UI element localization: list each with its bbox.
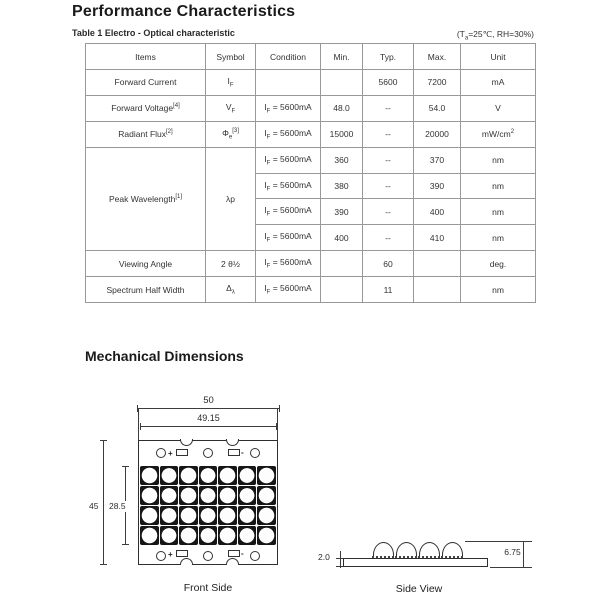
performance-heading: Performance Characteristics <box>72 3 296 20</box>
dim-line-45 <box>103 440 104 565</box>
edge-notch-bottom-left <box>180 558 193 565</box>
table-cell: Forward Current <box>86 70 206 96</box>
pcb-side-profile <box>343 558 488 567</box>
led-lens <box>160 506 179 525</box>
dome-outline <box>442 542 463 556</box>
table-cell: 2 θ½ <box>206 251 256 277</box>
table-cell: 5600 <box>363 70 414 96</box>
led-lens <box>199 466 218 485</box>
led-lens <box>179 526 198 545</box>
table-cell: 20000 <box>414 121 461 147</box>
led-lens <box>179 506 198 525</box>
table-cell: $I_F = 5600mA$ <box>256 225 321 251</box>
solder-pad <box>176 449 188 456</box>
column-header: Items <box>86 44 206 70</box>
table-cell <box>414 251 461 277</box>
front-side-label: Front Side <box>183 582 233 594</box>
table-cell: $I_F = 5600mA$ <box>256 199 321 225</box>
note-suffix: =25℃, RH=30%) <box>468 29 534 39</box>
led-lens <box>140 486 159 505</box>
table-row <box>86 70 536 96</box>
table-cell: $\Delta_\lambda$ <box>206 277 256 303</box>
column-header: Condition <box>256 44 321 70</box>
table-cell: 410 <box>414 225 461 251</box>
table-row <box>86 251 536 277</box>
column-header: Unit <box>461 44 536 70</box>
table-caption: Table 1 Electro - Optical characteristic <box>72 28 235 38</box>
column-header: Typ. <box>363 44 414 70</box>
conditions-note <box>457 29 534 42</box>
table-cell <box>321 70 363 96</box>
solder-pad <box>176 550 188 557</box>
table-cell: $mW/cm^2$ <box>461 121 536 147</box>
led-lens <box>179 486 198 505</box>
table-cell: nm <box>461 225 536 251</box>
edge-notch-bottom-right <box>226 558 239 565</box>
dim-line-6-75-top <box>465 541 532 542</box>
table-cell: λp <box>206 147 256 251</box>
led-lens <box>140 526 159 545</box>
table-cell: 380 <box>321 173 363 199</box>
led-lens <box>238 506 257 525</box>
table-cell: 7200 <box>414 70 461 96</box>
dim-line-6-75 <box>523 541 524 568</box>
dome-base <box>418 556 441 558</box>
table-cell: 400 <box>321 225 363 251</box>
led-lens <box>140 506 159 525</box>
lens-dome <box>418 542 441 558</box>
column-header: Max. <box>414 44 461 70</box>
table-cell: nm <box>461 173 536 199</box>
led-lens <box>238 486 257 505</box>
polarity-minus-label: - <box>241 448 244 457</box>
table-cell: $I_F = 5600mA$ <box>256 251 321 277</box>
electro-optical-table <box>85 43 536 303</box>
note-subscript: a <box>464 35 469 42</box>
lens-dome <box>395 542 418 558</box>
lens-dome <box>441 542 464 558</box>
table-cell: 390 <box>321 199 363 225</box>
note-prefix: (T <box>456 29 465 39</box>
led-lens <box>257 486 276 505</box>
table-cell: $V_F$ <box>206 95 256 121</box>
table-cell: Peak Wavelength[1] <box>86 147 206 251</box>
table-cell: $I_F = 5600mA$ <box>256 121 321 147</box>
table-cell <box>321 251 363 277</box>
led-lens <box>199 526 218 545</box>
led-lens <box>199 486 218 505</box>
dome-base <box>441 556 464 558</box>
table-cell: nm <box>461 199 536 225</box>
table-cell <box>321 277 363 303</box>
table-cell: Viewing Angle <box>86 251 206 277</box>
mounting-hole <box>156 448 166 458</box>
mounting-hole <box>156 551 166 561</box>
solder-pad <box>228 550 240 557</box>
led-lens <box>257 506 276 525</box>
table-cell: -- <box>363 225 414 251</box>
table-cell: deg. <box>461 251 536 277</box>
led-lens <box>218 526 237 545</box>
led-array <box>140 466 276 545</box>
led-lens <box>179 466 198 485</box>
led-lens <box>160 486 179 505</box>
mounting-hole <box>203 551 213 561</box>
table-cell: Forward Voltage[4] <box>86 95 206 121</box>
dome-outline <box>396 542 417 556</box>
polarity-plus-label: + <box>168 550 173 559</box>
dim-line-49-15 <box>140 426 277 427</box>
table-cell: $I_F = 5600mA$ <box>256 173 321 199</box>
table-cell: -- <box>363 173 414 199</box>
led-lens <box>160 526 179 545</box>
table-row <box>86 121 536 147</box>
front-side-diagram <box>85 388 315 600</box>
column-header: Symbol <box>206 44 256 70</box>
polarity-plus-label: + <box>168 449 173 458</box>
led-lens <box>257 466 276 485</box>
table-cell: 370 <box>414 147 461 173</box>
dome-outline <box>419 542 440 556</box>
mounting-hole <box>250 448 260 458</box>
extension-line-left <box>138 408 139 441</box>
dome-outline <box>373 542 394 556</box>
table-row <box>86 277 536 303</box>
table-cell: 15000 <box>321 121 363 147</box>
led-lens <box>199 506 218 525</box>
dim-line-6-75-bottom <box>490 567 532 568</box>
led-lens <box>218 466 237 485</box>
lens-domes-row <box>372 542 464 558</box>
table-row <box>86 147 536 173</box>
polarity-minus-label: - <box>241 549 244 558</box>
extension-line-right <box>277 408 278 441</box>
mechanical-heading: Mechanical Dimensions <box>85 348 244 364</box>
table-cell: 60 <box>363 251 414 277</box>
solder-pad <box>228 449 240 456</box>
dim-label-45: 45 <box>89 501 99 511</box>
mounting-hole <box>250 551 260 561</box>
led-lens <box>257 526 276 545</box>
table-cell: -- <box>363 147 414 173</box>
table-cell: Spectrum Half Width <box>86 277 206 303</box>
table-cell: nm <box>461 147 536 173</box>
dim-label-49-15: 49.15 <box>197 413 220 423</box>
table-cell: nm <box>461 277 536 303</box>
dim-line-50 <box>137 408 280 409</box>
dome-base <box>372 556 395 558</box>
table-cell: 54.0 <box>414 95 461 121</box>
led-lens <box>218 486 237 505</box>
led-lens <box>140 466 159 485</box>
dim-label-2-0: 2.0 <box>318 552 330 562</box>
led-lens <box>238 526 257 545</box>
side-view-label: Side View <box>395 583 443 595</box>
dim-label-50: 50 <box>203 395 214 406</box>
dim-label-6-75: 6.75 <box>502 547 523 558</box>
table-cell: -- <box>363 199 414 225</box>
table-cell: -- <box>363 121 414 147</box>
table-cell: 400 <box>414 199 461 225</box>
table-cell: $I_F = 5600mA$ <box>256 277 321 303</box>
led-lens <box>160 466 179 485</box>
table-cell: V <box>461 95 536 121</box>
mounting-hole <box>203 448 213 458</box>
table-cell: 48.0 <box>321 95 363 121</box>
led-lens <box>238 466 257 485</box>
table-cell: 360 <box>321 147 363 173</box>
dim-label-28-5: 28.5 <box>109 501 126 511</box>
lens-dome <box>372 542 395 558</box>
table-cell <box>256 70 321 96</box>
table-cell <box>414 277 461 303</box>
table-header-row <box>86 44 536 70</box>
table-cell: $I_F = 5600mA$ <box>256 95 321 121</box>
column-header: Min. <box>321 44 363 70</box>
table-cell: $I_F = 5600mA$ <box>256 147 321 173</box>
table-cell: mA <box>461 70 536 96</box>
table-row <box>86 95 536 121</box>
led-lens <box>218 506 237 525</box>
table-cell: 390 <box>414 173 461 199</box>
table-cell: 11 <box>363 277 414 303</box>
table-cell: Radiant Flux[2] <box>86 121 206 147</box>
side-view-diagram <box>310 535 555 600</box>
table-cell: -- <box>363 95 414 121</box>
table-cell: $I_F$ <box>206 70 256 96</box>
table-cell: $\Phi_e[3]$ <box>206 121 256 147</box>
dome-base <box>395 556 418 558</box>
